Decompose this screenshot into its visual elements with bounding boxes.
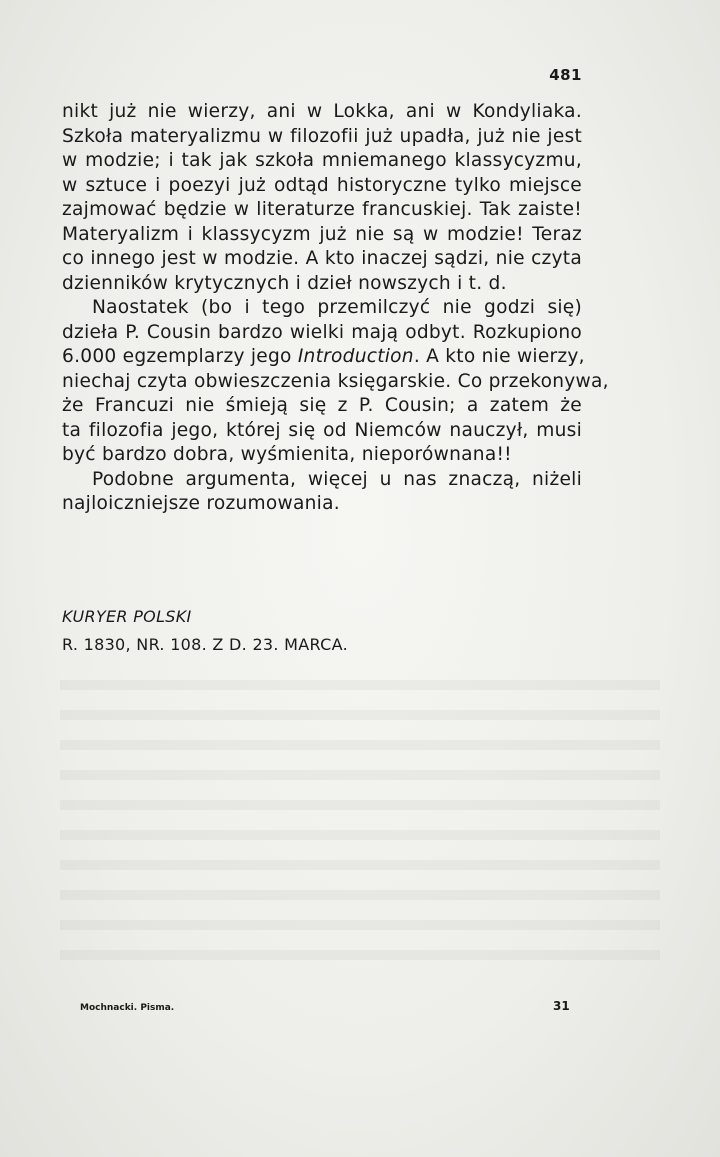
source-title: KURYER POLSKI xyxy=(62,607,192,626)
body-text xyxy=(62,100,609,517)
text-line-with-italic xyxy=(62,345,585,370)
text-line: niechaj czyta obwieszczenia księgarskie. Co przekonywa, xyxy=(62,370,609,392)
text-line: być bardzo dobra, wyśmienita, nieporównana!! xyxy=(62,444,512,465)
text-run: . A kto nie wierzy, xyxy=(413,346,585,367)
source-citation xyxy=(62,603,348,659)
text-line: dzienników krytycznych i dzieł nowszych i t. d. xyxy=(62,272,507,294)
source-reference: R. 1830, NR. 108. Z D. 23. MARCA. xyxy=(62,635,348,654)
text-line: co innego jest w modzie. A kto inaczej sądzi, nie czyta xyxy=(62,248,582,269)
page-number: 481 xyxy=(549,66,582,84)
text-line: że Francuzi nie śmieją się z P. Cousin; a zatem że xyxy=(62,395,582,416)
text-line: najloiczniejsze rozumowania. xyxy=(62,493,340,514)
text-line: zajmować będzie w literaturze francuskiej. Tak zaiste! xyxy=(62,199,582,220)
text-line: w sztuce i poezyi już odtąd historyczne tylko miejsce xyxy=(62,174,582,196)
text-line: Szkoła materyalizmu w filozofii już upadła, już nie jest xyxy=(62,125,582,147)
text-line: dzieła P. Cousin bardzo wielki mają odbyt. Rozkupiono xyxy=(62,321,582,343)
text-line: Podobne argumenta, więcej u nas znaczą, niżeli xyxy=(92,468,582,490)
show-through-texture xyxy=(60,660,660,980)
text-line: nikt już nie wierzy, ani w Lokka, ani w Kondyliaka. xyxy=(62,101,582,122)
book-title: Introduction xyxy=(297,346,414,367)
text-run: 6.000 egzemplarzy jego xyxy=(62,346,298,367)
text-line: Naostatek (bo i tego przemilczyć nie godzi się) xyxy=(92,297,582,318)
text-line: ta filozofia jego, której się od Niemców nauczył, musi xyxy=(62,419,582,441)
text-line: Materyalizm i klassycyzm już nie są w modzie! Teraz xyxy=(62,223,582,245)
footer-signature-mark: 31 xyxy=(553,999,570,1013)
footer-author: Mochnacki. Pisma. xyxy=(80,1003,175,1013)
text-line: w modzie; i tak jak szkoła mniemanego klassycyzmu, xyxy=(62,150,582,171)
